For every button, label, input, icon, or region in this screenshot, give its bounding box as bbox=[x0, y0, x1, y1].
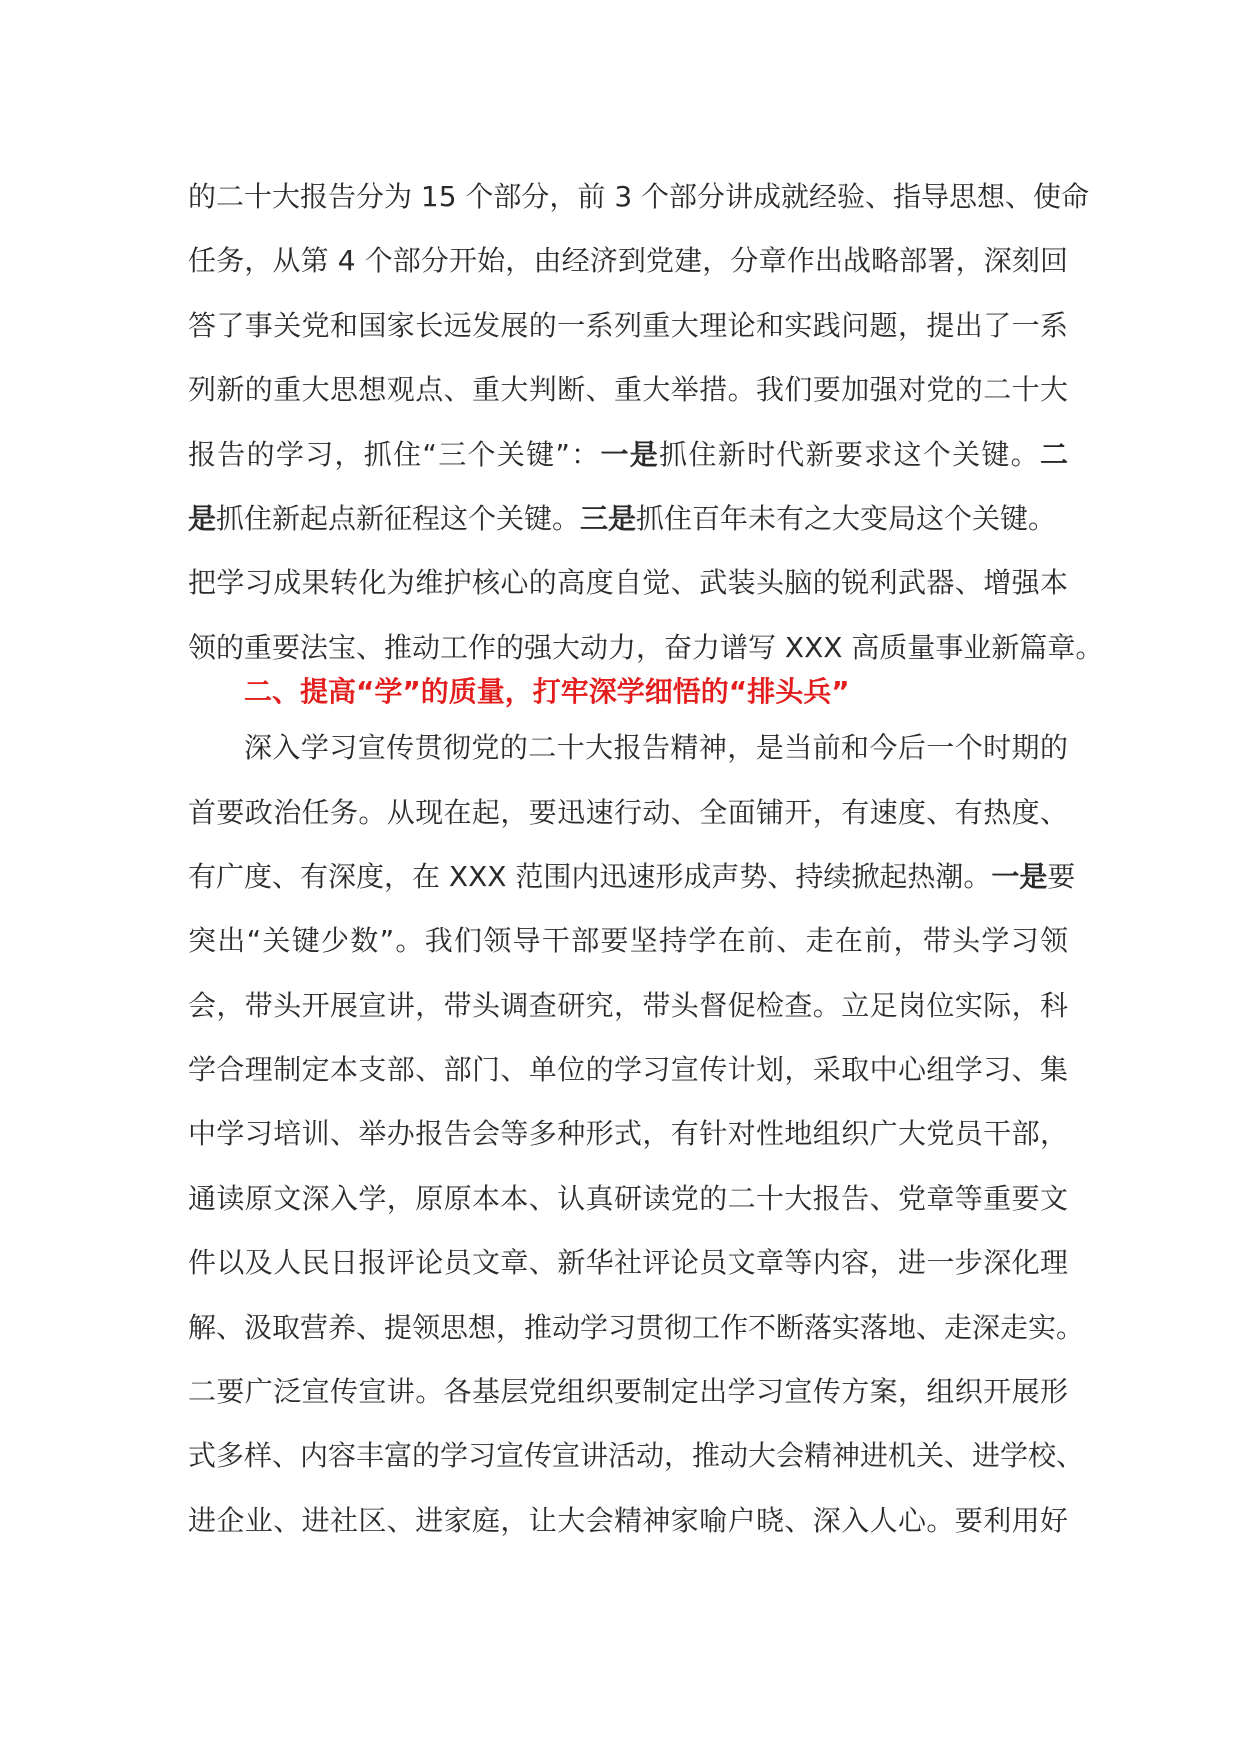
text-line: 深入学习宣传贯彻党的二十大报告精神，是当前和今后一个时期的 bbox=[244, 731, 1068, 765]
text-run: 有广度、有深度，在 XXX 范围内迅速形成声势、持续掀起热潮。 bbox=[188, 859, 992, 893]
document-body bbox=[188, 165, 1104, 1553]
text-line: 解、汲取营养、提领思想，推动学习贯彻工作不断落实落地、走深走实。 bbox=[188, 1310, 1085, 1344]
text-line: 件以及人民日报评论员文章、新华社评论员文章等内容，进一步深化理 bbox=[188, 1246, 1068, 1280]
bold-marker: 三是 bbox=[580, 501, 637, 535]
text-run: 抓住百年未有之大变局这个关键。 bbox=[636, 501, 1057, 535]
bold-marker: 是 bbox=[188, 501, 217, 535]
text-line: 的二十大报告分为 15 个部分，前 3 个部分讲成就经验、指导思想、使命 bbox=[188, 180, 1090, 213]
bold-marker: 一是 bbox=[991, 859, 1048, 893]
text-line: 进企业、进社区、进家庭，让大会精神家喻户晓、深入人心。要利用好 bbox=[188, 1503, 1068, 1537]
text-line: 突出“关键少数”。我们领导干部要坚持学在前、走在前，带头学习领 bbox=[188, 924, 1068, 958]
bold-marker: 一是 bbox=[600, 437, 660, 471]
text-line: 学合理制定本支部、部门、单位的学习宣传计划，采取中心组学习、集 bbox=[188, 1053, 1068, 1087]
text-run: 要 bbox=[1047, 859, 1076, 893]
text-run: 抓住新时代新要求这个关键。 bbox=[659, 437, 1040, 471]
text-line: 答了事关党和国家长远发展的一系列重大理论和实践问题，提出了一系 bbox=[188, 308, 1068, 342]
text-line: 任务，从第 4 个部分开始，由经济到党建，分章作出战略部署，深刻回 bbox=[188, 244, 1068, 278]
section-heading: 二、提高“学”的质量，打牢深学细悟的“排头兵” bbox=[244, 675, 850, 709]
text-line: 领的重要法宝、推动工作的强大动力，奋力谱写 XXX 高质量事业新篇章。 bbox=[188, 630, 1104, 664]
text-line: 中学习培训、举办报告会等多种形式，有针对性地组织广大党员干部， bbox=[188, 1117, 1068, 1151]
text-line bbox=[188, 423, 1068, 487]
text-line bbox=[188, 487, 1068, 551]
text-line: 首要政治任务。从现在起，要迅速行动、全面铺开，有速度、有热度、 bbox=[188, 795, 1068, 829]
text-run: 抓住新起点新征程这个关键。 bbox=[216, 501, 581, 535]
text-line: 会，带头开展宣讲，带头调查研究，带头督促检查。立足岗位实际，科 bbox=[188, 988, 1068, 1022]
text-line: 式多样、内容丰富的学习宣传宣讲活动，推动大会精神进机关、进学校、 bbox=[188, 1439, 1085, 1473]
text-line: 把学习成果转化为维护核心的高度自觉、武装头脑的锐利武器、增强本 bbox=[188, 566, 1068, 600]
paragraph-three-keys bbox=[188, 165, 1104, 680]
bold-marker: 二 bbox=[1039, 437, 1068, 471]
paragraph-study-quality bbox=[188, 716, 1085, 1553]
text-run: 报告的学习，抓住“三个关键”： bbox=[188, 437, 601, 471]
text-line: 通读原文深入学，原原本本、认真研读党的二十大报告、党章等重要文 bbox=[188, 1181, 1068, 1215]
text-line: 列新的重大思想观点、重大判断、重大举措。我们要加强对党的二十大 bbox=[188, 373, 1068, 407]
text-line bbox=[188, 845, 1076, 909]
text-line: 二要广泛宣传宣讲。各基层党组织要制定出学习宣传方案，组织开展形 bbox=[188, 1375, 1068, 1409]
